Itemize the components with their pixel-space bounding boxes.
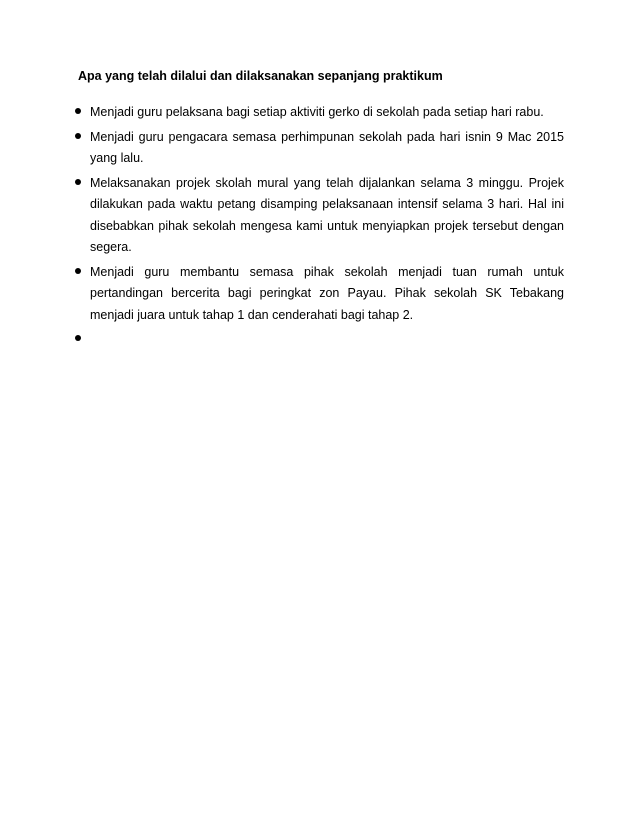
list-item-text: Melaksanakan projek skolah mural yang telah dijalankan selama 3 minggu. Projek dilakukan pada waktu petang disamping pelaksanaan intensif selama 3 hari. Hal ini disebabkan pihak sekolah mengesa kami untuk menyiapkan projek tersebut dengan segera.	[90, 175, 564, 254]
list-item-empty	[72, 329, 564, 351]
list-item	[72, 173, 564, 259]
list-item	[72, 127, 564, 170]
bullet-icon	[75, 108, 81, 114]
bullet-icon	[75, 268, 81, 274]
bullet-icon	[75, 179, 81, 185]
bullet-icon	[75, 335, 81, 341]
bullet-list	[72, 102, 564, 354]
bullet-icon	[75, 133, 81, 139]
list-item-text	[90, 329, 564, 351]
list-item-text: Menjadi guru pengacara semasa perhimpunan sekolah pada hari isnin 9 Mac 2015 yang lalu.	[90, 129, 564, 165]
list-item-text: Menjadi guru membantu semasa pihak sekolah menjadi tuan rumah untuk pertandingan bercerita bagi peringkat zon Payau. Pihak sekolah SK Tebakang menjadi juara untuk tahap 1 dan cenderahati bagi tahap 2.	[90, 264, 564, 322]
section-heading: Apa yang telah dilalui dan dilaksanakan sepanjang praktikum	[78, 69, 443, 83]
list-item	[72, 102, 564, 124]
list-item-text: Menjadi guru pelaksana bagi setiap aktiviti gerko di sekolah pada setiap hari rabu.	[90, 105, 544, 119]
list-item	[72, 262, 564, 327]
